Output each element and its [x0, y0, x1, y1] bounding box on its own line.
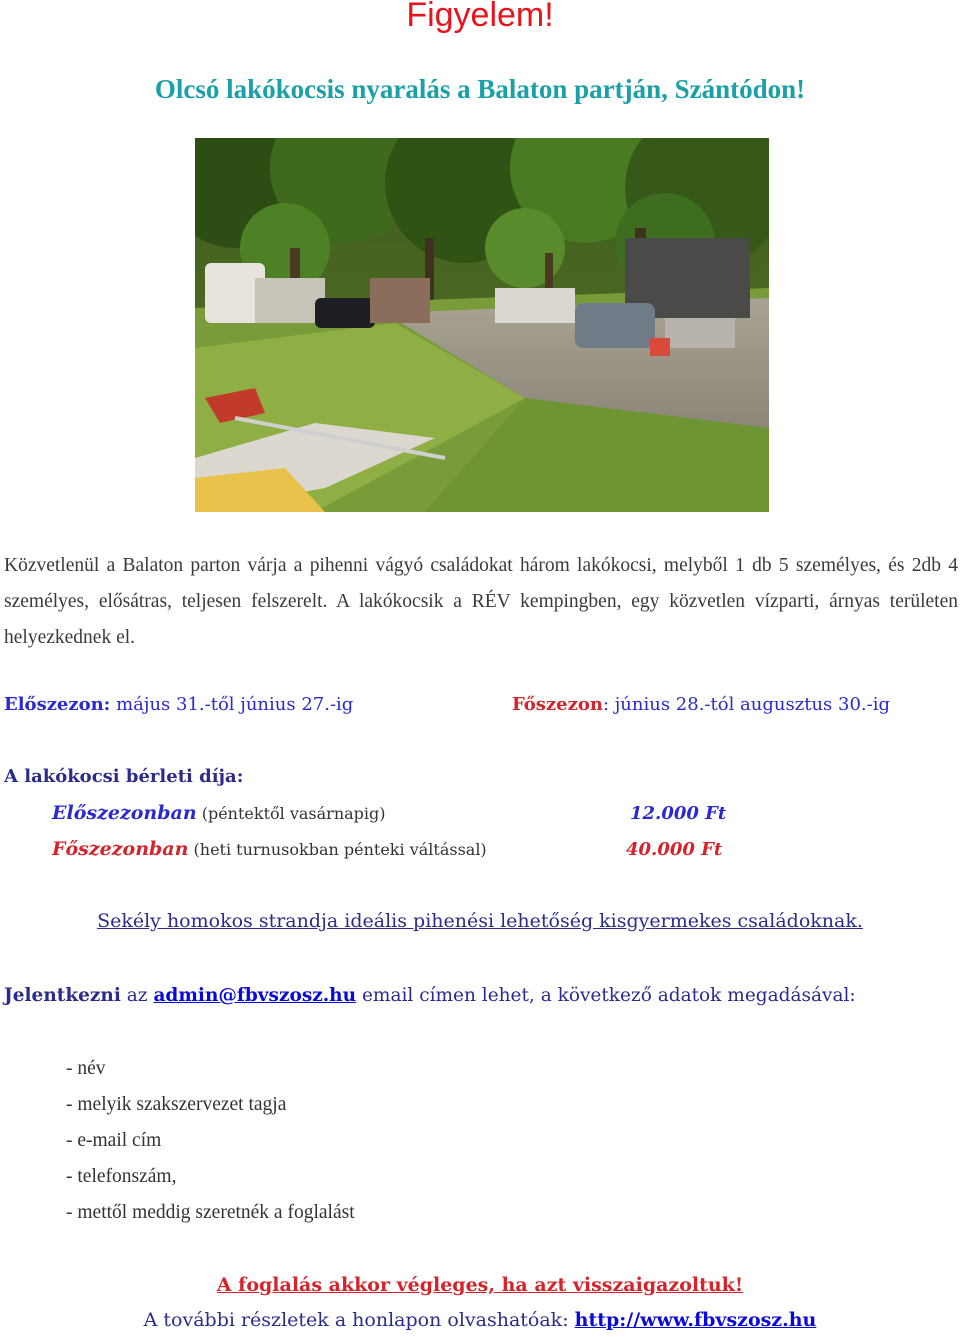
contact-lead: Jelentkezni [4, 985, 121, 1006]
main-season-dates: : június 28.-tól augusztus 30.-ig [602, 694, 890, 715]
preseason-info [4, 694, 353, 715]
intro-paragraph: Közvetlenül a Balaton parton várja a pihenni vágyó családokat három lakókocsi, melyből 1 db 5 személyes, és 2db 4 személyes, elősátras, teljesen felszerelt. A lakókocsik a RÉV kempingben, egy közvetlen vízparti, árnyas területen helyezkednek el. [4, 555, 958, 648]
fee-price-preseason: 12.000 Ft [630, 803, 727, 824]
list-item: - telefonszám, [66, 1166, 177, 1187]
confirmation-note: A foglalás akkor végleges, ha azt visszaigazoltuk! [216, 1274, 744, 1296]
page-title: Figyelem! [406, 0, 554, 34]
fee-row-main-season [52, 838, 487, 860]
email-link[interactable]: admin@fbvszosz.hu [153, 985, 357, 1006]
fee-row-preseason [52, 802, 386, 824]
list-item: - mettől meddig szeretnék a foglalást [66, 1202, 355, 1223]
page-subtitle: Olcsó lakókocsis nyaralás a Balaton partján, Szántódon! [154, 74, 806, 104]
fees-heading: A lakókocsi bérleti díja: [4, 766, 244, 787]
fee-label: Előszezonban [52, 802, 197, 824]
contact-pre: az [120, 985, 154, 1006]
fee-label: Főszezonban [52, 838, 189, 860]
fee-price-main-season: 40.000 Ft [626, 839, 723, 860]
fee-detail: (heti turnusokban pénteki váltással) [188, 840, 487, 859]
main-season-info [512, 694, 890, 715]
contact-line [4, 985, 856, 1006]
list-item: - e-mail cím [66, 1130, 162, 1151]
list-item: - melyik szakszervezet tagja [66, 1094, 287, 1115]
campsite-photo [195, 138, 769, 512]
beach-note: Sekély homokos strandja ideális pihenési lehetőség kisgyermekes családoknak. [97, 910, 863, 932]
more-info-line [0, 1309, 960, 1331]
contact-post: email címen lehet, a következő adatok megadásával: [356, 985, 856, 1006]
preseason-label: Előszezon: [4, 694, 111, 715]
fee-detail: (péntektől vasárnapig) [196, 804, 386, 823]
preseason-dates: május 31.-től június 27.-ig [110, 694, 354, 715]
website-link[interactable]: http://www.fbvszosz.hu [574, 1309, 817, 1331]
more-info-text: A további részletek a honlapon olvashatóak: [143, 1309, 575, 1331]
main-season-label: Főszezon [512, 694, 603, 715]
list-item: - név [66, 1058, 106, 1079]
